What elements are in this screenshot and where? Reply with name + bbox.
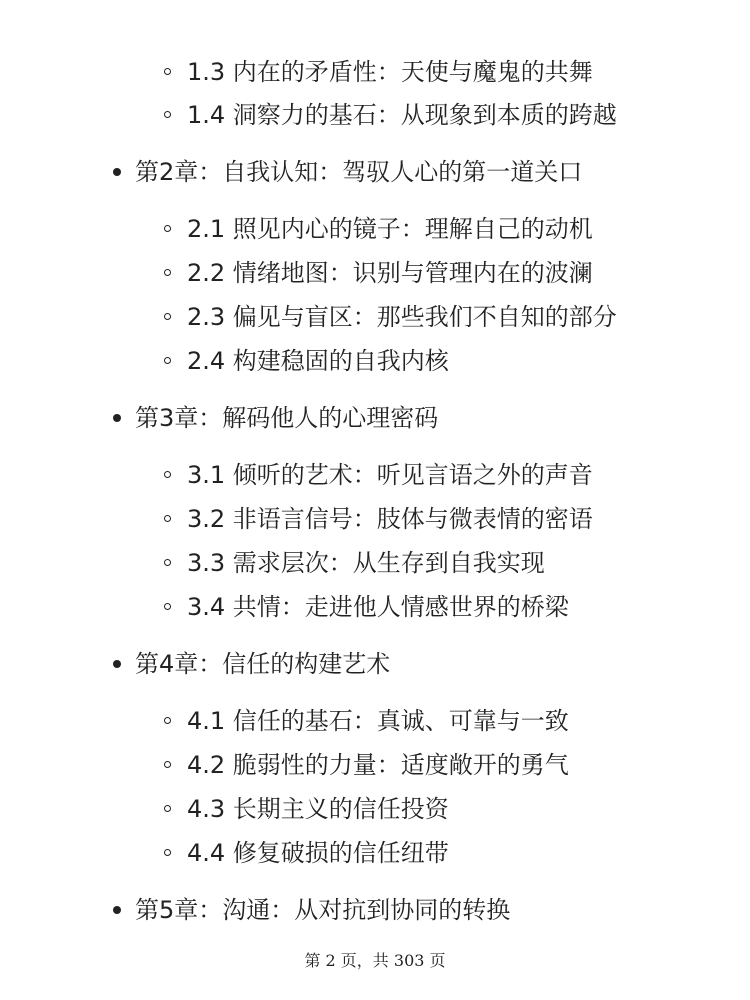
hollow-bullet-icon xyxy=(164,559,171,566)
hollow-bullet-icon xyxy=(164,68,171,75)
filled-bullet-icon xyxy=(113,660,121,668)
toc-section-1-4 xyxy=(0,97,750,133)
hollow-bullet-icon xyxy=(164,269,171,276)
hollow-bullet-icon xyxy=(164,849,171,856)
toc-section-4-1 xyxy=(0,703,750,739)
toc-section-4-4 xyxy=(0,835,750,871)
toc-section-text: 1.4 洞察力的基石：从现象到本质的跨越 xyxy=(187,101,617,129)
hollow-bullet-icon xyxy=(164,603,171,610)
toc-section-4-2 xyxy=(0,747,750,783)
toc-section-text: 4.1 信任的基石：真诚、可靠与一致 xyxy=(187,707,569,735)
toc-section-4-3 xyxy=(0,791,750,827)
toc-section-1-3 xyxy=(0,54,750,90)
toc-section-3-2 xyxy=(0,501,750,537)
toc-section-text: 2.3 偏见与盲区：那些我们不自知的部分 xyxy=(187,303,617,331)
toc-section-text: 3.4 共情：走进他人情感世界的桥梁 xyxy=(187,593,569,621)
toc-section-text: 4.4 修复破损的信任纽带 xyxy=(187,839,449,867)
toc-section-2-3 xyxy=(0,299,750,335)
toc-section-text: 1.3 内在的矛盾性：天使与魔鬼的共舞 xyxy=(187,58,593,86)
toc-section-text: 2.4 构建稳固的自我内核 xyxy=(187,347,449,375)
toc-chapter-text: 第2章：自我认知：驾驭人心的第一道关口 xyxy=(135,158,583,186)
hollow-bullet-icon xyxy=(164,225,171,232)
toc-chapter-text: 第4章：信任的构建艺术 xyxy=(135,650,391,678)
hollow-bullet-icon xyxy=(164,313,171,320)
toc-chapter-4 xyxy=(0,646,750,682)
filled-bullet-icon xyxy=(113,906,121,914)
toc-section-2-2 xyxy=(0,255,750,291)
toc-chapter-5 xyxy=(0,892,750,928)
filled-bullet-icon xyxy=(113,414,121,422)
toc-section-2-4 xyxy=(0,343,750,379)
toc-section-text: 4.3 长期主义的信任投资 xyxy=(187,795,449,823)
toc-section-3-1 xyxy=(0,457,750,493)
toc-section-text: 3.3 需求层次：从生存到自我实现 xyxy=(187,549,545,577)
hollow-bullet-icon xyxy=(164,761,171,768)
hollow-bullet-icon xyxy=(164,805,171,812)
filled-bullet-icon xyxy=(113,168,121,176)
toc-section-text: 2.2 情绪地图：识别与管理内在的波澜 xyxy=(187,259,593,287)
toc-section-3-4 xyxy=(0,589,750,625)
hollow-bullet-icon xyxy=(164,515,171,522)
hollow-bullet-icon xyxy=(164,357,171,364)
toc-section-3-3 xyxy=(0,545,750,581)
toc-chapter-text: 第5章：沟通：从对抗到协同的转换 xyxy=(135,896,511,924)
toc-chapter-text: 第3章：解码他人的心理密码 xyxy=(135,404,439,432)
page-number-footer: 第 2 页，共 303 页 xyxy=(304,951,446,970)
hollow-bullet-icon xyxy=(164,111,171,118)
toc-section-2-1 xyxy=(0,211,750,247)
toc-section-text: 3.1 倾听的艺术：听见言语之外的声音 xyxy=(187,461,593,489)
hollow-bullet-icon xyxy=(164,471,171,478)
toc-chapter-2 xyxy=(0,154,750,190)
hollow-bullet-icon xyxy=(164,717,171,724)
toc-section-text: 3.2 非语言信号：肢体与微表情的密语 xyxy=(187,505,593,533)
toc-section-text: 4.2 脆弱性的力量：适度敞开的勇气 xyxy=(187,751,569,779)
toc-chapter-3 xyxy=(0,400,750,436)
toc-section-text: 2.1 照见内心的镜子：理解自己的动机 xyxy=(187,215,593,243)
